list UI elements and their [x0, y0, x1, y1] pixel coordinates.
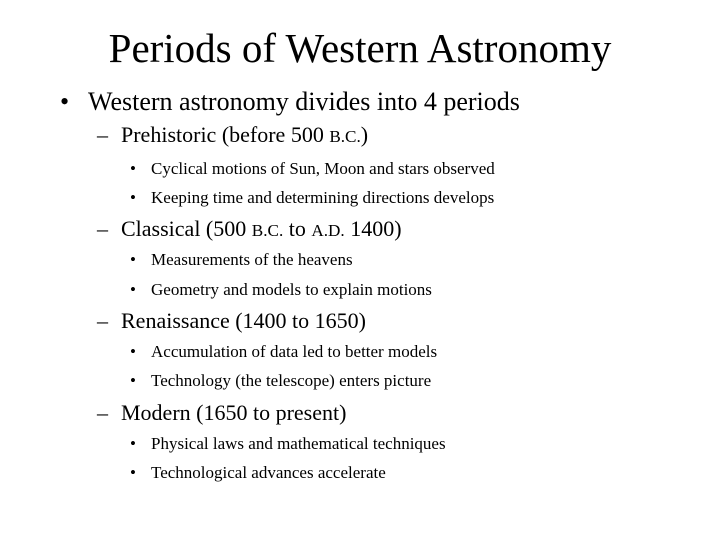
dash-icon: – [97, 400, 108, 425]
point-item [130, 433, 446, 455]
point-text: Technology (the telescope) enters picture [151, 371, 432, 390]
bullet-dot-icon: • [130, 434, 136, 453]
point-text: Physical laws and mathematical techniques [151, 434, 446, 453]
point-text: Geometry and models to explain motions [151, 280, 432, 299]
period-name-text: 1400) [344, 216, 402, 241]
period-classical [97, 215, 402, 245]
period-name-text: Prehistoric (before 500 [121, 122, 330, 147]
point-item [130, 462, 386, 484]
bullet-dot-icon: • [130, 159, 136, 178]
bullet-dot-icon: • [130, 371, 136, 390]
era-label: A.D. [311, 221, 345, 240]
point-item [130, 249, 353, 271]
point-text: Measurements of the heavens [151, 250, 353, 269]
era-label: B.C. [251, 221, 284, 240]
period-prehistoric [97, 121, 368, 151]
dash-icon: – [97, 216, 108, 241]
dash-icon: – [97, 122, 108, 147]
point-text: Accumulation of data led to better models [151, 342, 438, 361]
era-label: B.C. [329, 127, 361, 146]
slide-title: Periods of Western Astronomy [108, 25, 612, 71]
point-item [130, 341, 437, 363]
period-name-text: Modern (1650 to present) [121, 400, 347, 425]
period-name-text: ) [360, 122, 369, 147]
period-name-text: Renaissance (1400 to 1650) [121, 308, 366, 333]
period-modern [97, 399, 346, 427]
point-text: Keeping time and determining directions develops [151, 188, 495, 207]
intro-text: Western astronomy divides into 4 periods [88, 87, 520, 116]
bullet-dot-icon: • [130, 250, 136, 269]
period-name-text: to [283, 216, 312, 241]
bullet-dot-icon: • [130, 188, 136, 207]
dash-icon: – [97, 308, 108, 333]
period-renaissance [97, 307, 366, 335]
bullet-dot-icon: • [60, 87, 70, 116]
bullet-dot-icon: • [130, 280, 136, 299]
point-item [130, 370, 431, 392]
point-item [130, 158, 495, 180]
point-text: Technological advances accelerate [151, 463, 386, 482]
intro-bullet [60, 86, 520, 118]
period-name-text: Classical (500 [121, 216, 252, 241]
bullet-dot-icon: • [130, 463, 136, 482]
point-item [130, 187, 494, 209]
point-text: Cyclical motions of Sun, Moon and stars observed [151, 159, 495, 178]
point-item [130, 279, 432, 301]
bullet-dot-icon: • [130, 342, 136, 361]
